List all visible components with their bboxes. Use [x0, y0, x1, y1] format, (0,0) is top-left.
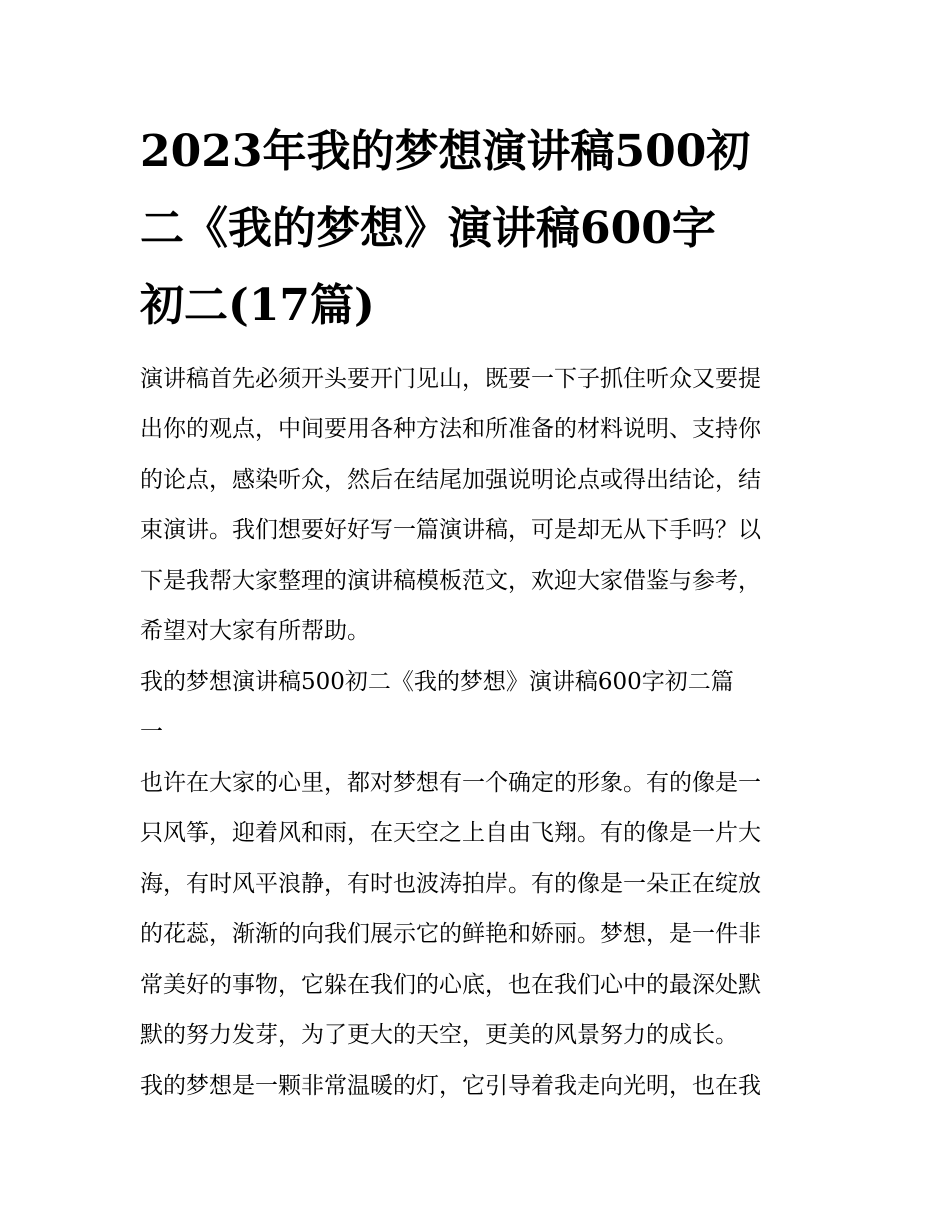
text-line: 下是我帮大家整理的演讲稿模板范文，欢迎大家借鉴与参考， — [140, 567, 761, 594]
body-paragraph — [140, 758, 812, 1060]
text-line: 我的梦想是一颗非常温暖的灯，它引导着我走向光明，也在我 — [140, 1073, 761, 1099]
text-line: 只风筝，迎着风和雨，在天空之上自由飞翔。有的像是一片大 — [140, 820, 761, 847]
section-heading — [140, 657, 812, 758]
text-line: 海，有时风平浪静，有时也波涛拍岸。有的像是一朵正在绽放 — [140, 870, 761, 897]
body-paragraph-continued — [140, 1061, 812, 1111]
intro-paragraph — [140, 354, 812, 656]
text-line: 的论点，感染听众，然后在结尾加强说明论点或得出结论，结 — [140, 466, 761, 493]
text-line: 演讲稿首先必须开头要开门见山，既要一下子抓住听众又要提 — [140, 366, 761, 392]
text-line: 希望对大家有所帮助。 — [140, 618, 370, 645]
document-title — [140, 113, 810, 344]
text-line: 出你的观点，中间要用各种方法和所准备的材料说明、支持你 — [140, 416, 761, 443]
text-line: 也许在大家的心里，都对梦想有一个确定的形象。有的像是一 — [140, 770, 761, 796]
text-line: 常美好的事物，它躲在我们的心底，也在我们心中的最深处默 — [140, 971, 761, 998]
title-line: 2023年我的梦想演讲稿500初 — [140, 126, 751, 177]
text-line: 的花蕊，渐渐的向我们展示它的鲜艳和娇丽。梦想，是一件非 — [140, 921, 761, 948]
text-line: 束演讲。我们想要好好写一篇演讲稿，可是却无从下手吗？以 — [140, 517, 761, 544]
text-line: 我的梦想演讲稿500初二《我的梦想》演讲稿600字初二篇 — [140, 669, 734, 695]
text-line: 默的努力发芽，为了更大的天空，更美的风景努力的成长。 — [140, 1022, 738, 1049]
title-line: 初二(17篇) — [140, 280, 375, 331]
text-line: 一 — [140, 719, 163, 746]
title-line: 二《我的梦想》演讲稿600字 — [140, 203, 716, 254]
